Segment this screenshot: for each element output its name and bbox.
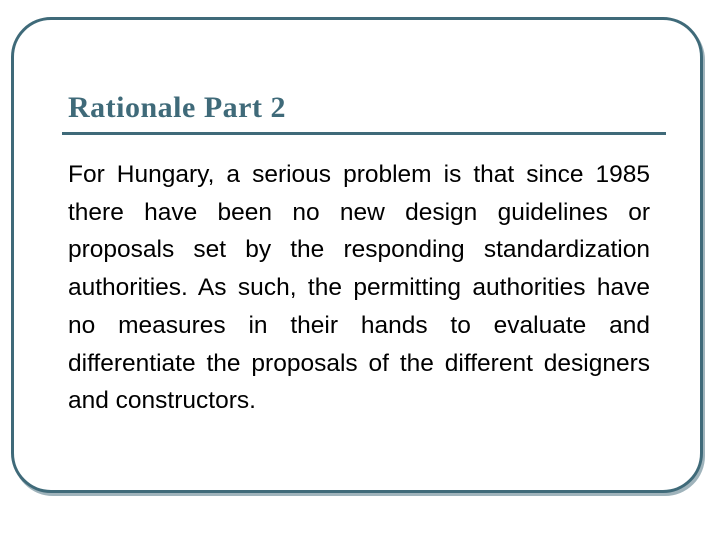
- slide-body-text: For Hungary, a serious problem is that since 1985 there have been no new design guidelines or proposals set by the responding standardization authorities. As such, the permitting authorities have no measures in their hands to evaluate and differentiate the proposals of the different designers and constructors.: [68, 161, 650, 415]
- slide-title: Rationale Part 2: [68, 91, 286, 124]
- title-divider: [62, 132, 666, 135]
